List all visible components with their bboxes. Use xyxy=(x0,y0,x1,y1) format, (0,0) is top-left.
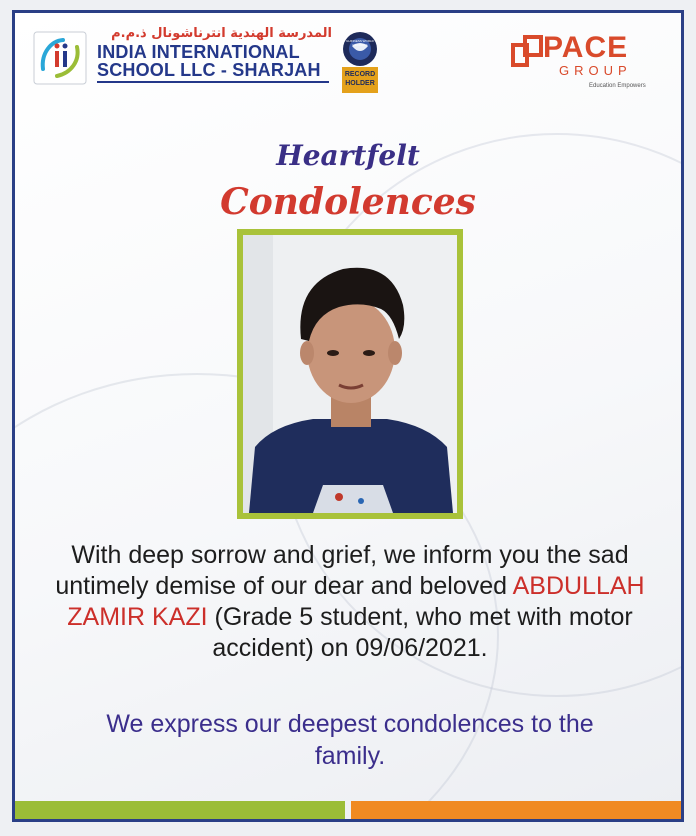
pace-wordmark: PACE xyxy=(543,31,629,64)
message-part2: (Grade 5 student, who met with motor accident) on 09/06/2021. xyxy=(207,603,633,662)
footer-bar-green xyxy=(15,801,345,822)
school-name-block xyxy=(97,25,332,83)
school-name-line1: INDIA INTERNATIONAL xyxy=(97,42,300,62)
school-arabic-name: المدرسة الهندية انترناشونال ذ.م.م xyxy=(111,26,332,41)
message-part1: With deep sorrow and grief, we inform you the sad untimely demise of our dear and beloved xyxy=(55,541,629,600)
closing-message: We express our deepest condolences to the family. xyxy=(106,710,594,770)
pace-logo xyxy=(511,31,671,101)
school-logo-icon xyxy=(33,31,87,85)
condolence-message xyxy=(55,540,645,664)
guinness-holder-label: RECORD HOLDER xyxy=(344,71,376,87)
title-condolences: Condolences xyxy=(220,181,476,223)
condolence-card xyxy=(12,10,684,822)
student-photo xyxy=(237,229,463,519)
footer-bar-orange xyxy=(351,801,684,822)
school-underline xyxy=(97,81,329,83)
school-name-line2: SCHOOL LLC - SHARJAH xyxy=(97,60,321,80)
title-heartfelt: Heartfelt xyxy=(276,139,420,172)
guinness-wordmark: GUINNESS WORLD RECORDS xyxy=(346,39,374,47)
pace-group-label: GROUP xyxy=(559,63,632,78)
student-name: ABDULLAH ZAMIR KAZI xyxy=(67,572,645,631)
pace-tagline: Education Empowers xyxy=(589,83,646,89)
student-portrait-image xyxy=(243,235,457,513)
guinness-badge xyxy=(340,29,380,95)
pace-mark-icon xyxy=(511,35,545,69)
